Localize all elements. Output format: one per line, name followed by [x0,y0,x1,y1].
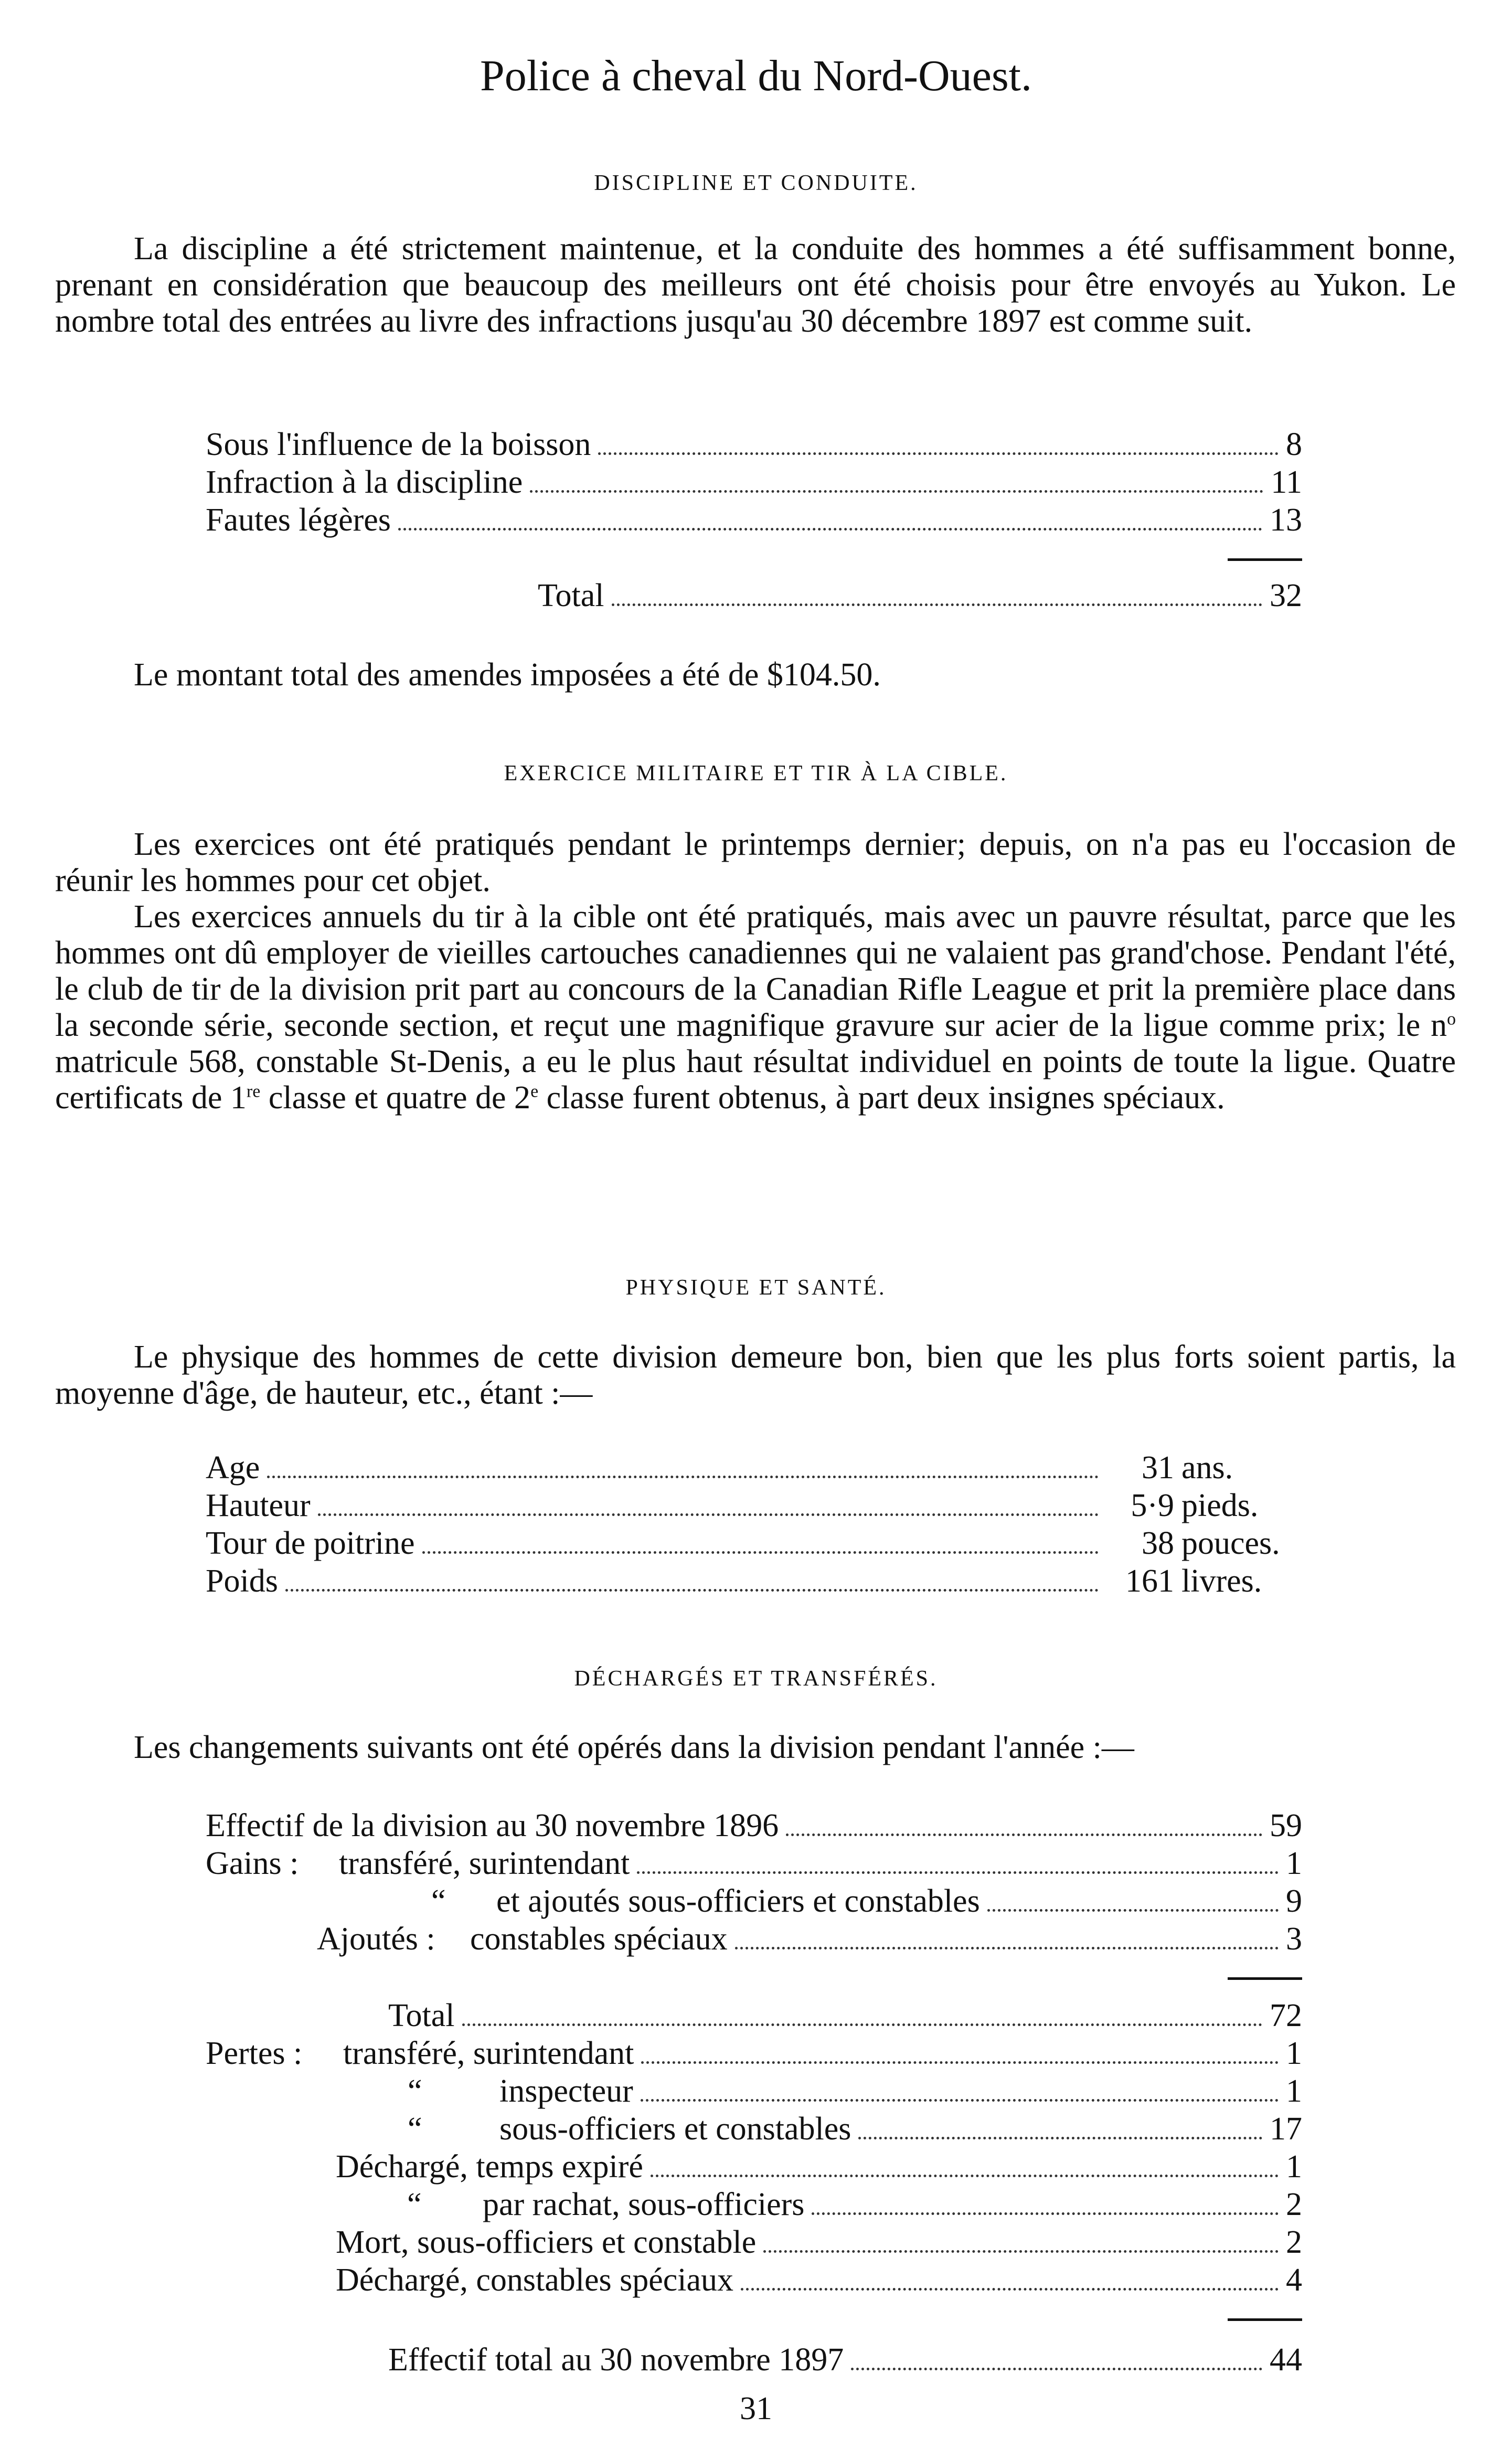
stat-row [206,1487,1302,1525]
stat-label: Hauteur [206,1488,311,1523]
text-run: Les exercices annuels du tir à la cible ont été pratiqués, mais avec un pauvre résultat, parce que les hommes ont dû employer de vieilles cartouches canadiennes qui ne valaient pas grand'chose. Pendant l'été, le club de tir de la division prit part au concours de la Canadian Rifle League et prit la première place dans la seconde série, seconde section, et reçut une magnifique gravure sur acier de la ligue comme prix; le n [55,899,1456,1043]
running-head: Police à cheval du Nord-Ouest. [480,51,1032,100]
ditto-mark: “ [407,2187,422,2222]
offense-row [206,464,1302,502]
total-label: Total [388,1998,455,2033]
offense-label: Sous l'influence de la boisson [206,427,591,462]
movement-label: transféré, surintendant [343,2036,634,2071]
final-value: 44 [1270,2342,1302,2378]
movement-row [336,2148,1302,2186]
movement-row [206,1807,1302,1845]
stat-row [206,1563,1302,1601]
total-label: Total [538,578,604,613]
dot-leader [422,1551,1099,1554]
dot-leader [763,2250,1279,2253]
offense-count: 11 [1271,464,1302,500]
dot-leader [651,2175,1279,2177]
movement-label: par rachat, sous-officiers [483,2187,805,2222]
discharges-intro: Les changements suivants ont été opérés dans la division pendant l'année :— [134,1730,1134,1765]
movement-label: sous-officiers et constables [499,2111,851,2147]
exercise-paragraph-2 [55,899,1456,1116]
movement-row [336,2186,1302,2224]
movement-value: 59 [1270,1808,1302,1843]
movement-row [336,2224,1302,2262]
dot-leader [598,452,1279,455]
dot-leader [267,1476,1099,1478]
stat-label: Age [206,1450,260,1486]
dot-leader [641,2099,1279,2102]
section-title-physique: PHYSIQUE ET SANTÉ. [625,1276,887,1300]
final-effectif-row [388,2341,1302,2379]
movement-label: Mort, sous-officiers et constable [336,2224,757,2260]
movement-row [206,2073,1302,2111]
stat-unit: pouces. [1181,1525,1280,1561]
ditto-mark: “ [408,2073,422,2109]
dot-leader [530,490,1263,493]
movement-value: 2 [1286,2224,1302,2260]
dot-leader [786,1833,1262,1836]
stat-label: Poids [206,1563,278,1599]
movement-label: Effectif de la division au 30 novembre 1896 [206,1808,779,1843]
dot-leader [735,1947,1279,1949]
movement-prefix: Ajoutés : [317,1921,435,1957]
movement-value: 17 [1270,2111,1302,2147]
movement-value: 3 [1286,1921,1302,1957]
section-title-exercise: EXERCICE MILITAIRE ET TIR À LA CIBLE. [504,761,1008,786]
dot-leader [612,603,1262,606]
superscript: e [530,1082,539,1101]
stat-value: 5·9 [1131,1488,1174,1523]
stat-value: 38 [1142,1525,1174,1561]
dot-leader [812,2212,1279,2215]
stat-unit: ans. [1181,1450,1233,1486]
final-label: Effectif total au 30 novembre 1897 [388,2342,844,2378]
stat-value: 161 [1125,1563,1174,1599]
offense-count: 13 [1270,502,1302,538]
movement-label: constables spéciaux [470,1921,728,1957]
movement-total-row [388,1997,1302,2035]
movement-label: Déchargé, constables spéciaux [336,2262,734,2298]
offense-row [206,426,1302,464]
superscript: re [246,1082,261,1101]
movement-label: Déchargé, temps expiré [336,2149,643,2185]
movement-row [206,2035,1302,2073]
movement-row [206,1845,1302,1883]
total-value: 72 [1270,1998,1302,2033]
stat-row [206,1525,1302,1563]
offense-row [206,502,1302,539]
dot-leader [398,528,1262,531]
offense-total-row [538,577,1302,615]
physique-paragraph: Le physique des hommes de cette division demeure bon, bien que les plus forts soient partis, la moyenne d'âge, de hauteur, etc., étant :— [55,1339,1456,1411]
stat-value: 31 [1142,1450,1174,1486]
movement-prefix: Pertes : [206,2036,303,2071]
movement-row [206,1883,1302,1921]
movement-row [206,2111,1302,2148]
section-title-discharges: DÉCHARGÉS ET TRANSFÉRÉS. [574,1667,938,1691]
total-value: 32 [1270,578,1302,613]
dot-leader [318,1513,1099,1516]
movement-label: transféré, surintendant [339,1846,630,1881]
sum-rule [1228,2318,1302,2321]
movement-label: et ajoutés sous-officiers et constables [496,1883,980,1919]
sum-rule [1228,1977,1302,1980]
discipline-paragraph: La discipline a été strictement maintenue, et la conduite des hommes a été suffisamment bonne, prenant en considération que beaucoup des meilleurs ont été choisis pour être envoyés au Yukon. Le nombre total des entrées au livre des infractions jusqu'au 30 décembre 1897 est comme suit. [55,231,1456,339]
offense-label: Fautes légères [206,502,391,538]
dot-leader [462,2023,1262,2026]
movement-label: inspecteur [499,2073,633,2109]
page-number: 31 [740,2391,772,2426]
movement-value: 9 [1286,1883,1302,1919]
sum-rule [1228,558,1302,561]
section-title-discipline: DISCIPLINE ET CONDUITE. [594,171,918,195]
dot-leader [987,1909,1279,1912]
exercise-paragraph-1: Les exercices ont été pratiqués pendant le printemps dernier; depuis, on n'a pas eu l'occasion de réunir les hommes pour cet objet. [55,826,1456,898]
stat-label: Tour de poitrine [206,1525,415,1561]
superscript: o [1447,1009,1456,1029]
movement-row [336,2262,1302,2299]
movement-prefix: Gains : [206,1846,299,1881]
ditto-mark: “ [431,1883,446,1919]
fines-sentence: Le montant total des amendes imposées a été de $104.50. [134,657,881,693]
stat-row [206,1449,1302,1487]
offense-label: Infraction à la discipline [206,464,523,500]
movement-value: 1 [1286,1846,1302,1881]
dot-leader [285,1589,1099,1592]
movement-row [317,1921,1302,1958]
ditto-mark: “ [408,2111,422,2147]
movement-value: 1 [1286,2073,1302,2109]
dot-leader [851,2368,1262,2370]
dot-leader [637,1871,1279,1874]
offense-count: 8 [1286,427,1302,462]
movement-value: 1 [1286,2149,1302,2185]
dot-leader [741,2288,1279,2291]
dot-leader [858,2137,1262,2139]
text-run: classe et quatre de 2 [260,1080,531,1116]
movement-value: 2 [1286,2187,1302,2222]
text-run: classe furent obtenus, à part deux insignes spéciaux. [538,1080,1225,1116]
text-run: matricule 568, constable St-Denis, a eu le plus haut résultat individuel en points de toute la ligue. Quatre certificats de 1 [55,1044,1456,1116]
stat-unit: livres. [1181,1563,1262,1599]
stat-unit: pieds. [1181,1488,1259,1523]
movement-value: 1 [1286,2036,1302,2071]
dot-leader [641,2061,1279,2064]
movement-value: 4 [1286,2262,1302,2298]
